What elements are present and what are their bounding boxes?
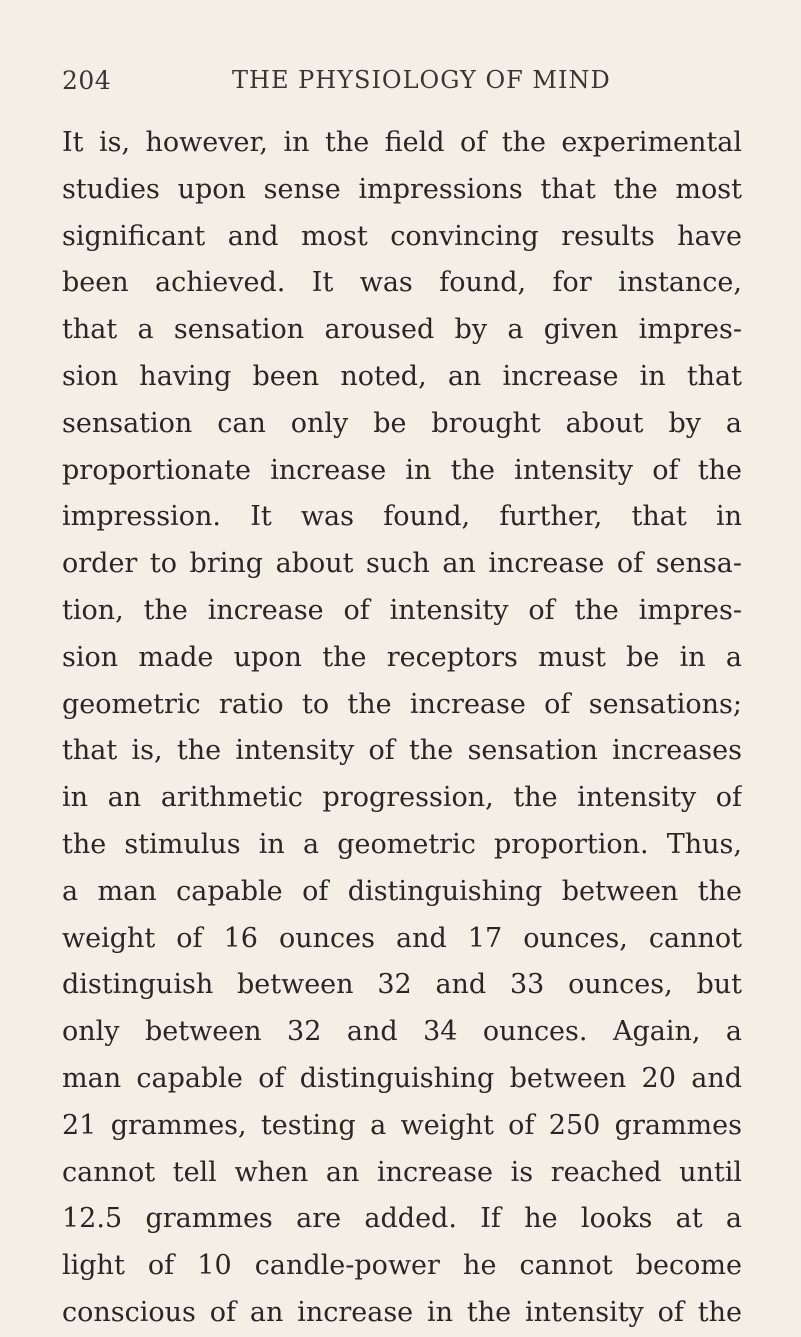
- text-line: impression. It was found, further, that in: [62, 501, 742, 533]
- text-line: cannot tell when an increase is reached until: [62, 1156, 742, 1188]
- text-line: sion having been noted, an increase in that: [62, 360, 742, 392]
- text-line: It is, however, in the field of the experimental: [62, 127, 742, 158]
- text-line: the stimulus in a geometric proportion. Thus,: [62, 828, 742, 860]
- text-line: in an arithmetic progression, the intensity of: [62, 782, 742, 814]
- text-line: 21 grammes, testing a weight of 250 grammes: [62, 1109, 742, 1141]
- text-line: that a sensation aroused by a given impres-: [62, 314, 742, 346]
- running-head: [0, 66, 801, 106]
- text-line: only between 32 and 34 ounces. Again, a: [62, 1016, 742, 1048]
- text-line: significant and most convincing results have: [62, 220, 742, 252]
- text-line: geometric ratio to the increase of sensations;: [62, 688, 742, 720]
- text-line: sensation can only be brought about by a: [62, 407, 742, 439]
- text-line: tion, the increase of intensity of the impres-: [62, 594, 742, 626]
- text-line: been achieved. It was found, for instance,: [62, 267, 742, 299]
- body-paragraph: [62, 120, 742, 1337]
- text-line: man capable of distinguishing between 20 and: [62, 1062, 742, 1094]
- text-line: a man capable of distinguishing between the: [62, 875, 742, 907]
- text-line: studies upon sense impressions that the most: [62, 173, 742, 205]
- running-title: THE PHYSIOLOGY OF MIND: [232, 66, 611, 94]
- text-line: order to bring about such an increase of sensa-: [62, 548, 742, 580]
- text-line: light of 10 candle-power he cannot become: [62, 1250, 742, 1282]
- page-number: 204: [62, 66, 112, 95]
- text-line: weight of 16 ounces and 17 ounces, cannot: [62, 922, 742, 954]
- text-line: that is, the intensity of the sensation increases: [62, 735, 742, 767]
- text-line: sion made upon the receptors must be in a: [62, 641, 742, 673]
- text-line: distinguish between 32 and 33 ounces, but: [62, 969, 742, 1001]
- text-line: 12.5 grammes are added. If he looks at a: [62, 1203, 742, 1235]
- text-line: conscious of an increase in the intensity of the: [62, 1296, 742, 1328]
- text-line: proportionate increase in the intensity of the: [62, 454, 742, 486]
